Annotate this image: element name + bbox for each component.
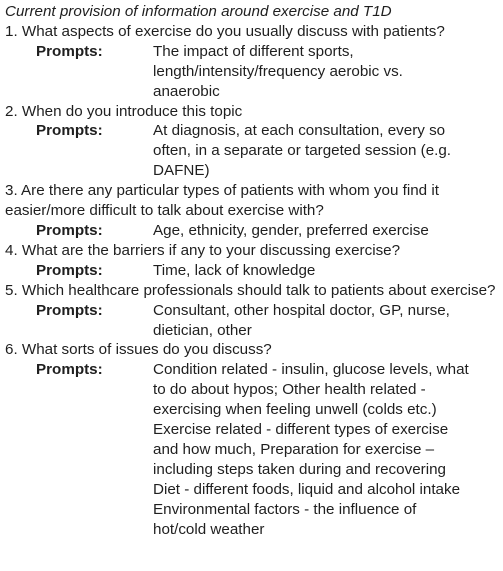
question-block-4 xyxy=(5,241,503,281)
prompt-line: length/intensity/frequency aerobic vs. xyxy=(153,62,403,80)
prompt-line: to do about hypos; Other health related - xyxy=(153,381,426,399)
question-text: 3. Are there any particular types of patients with whom you find it xyxy=(5,182,439,200)
question-block-1 xyxy=(5,22,503,102)
question-block-2 xyxy=(5,102,503,182)
question-block-3 xyxy=(5,181,503,241)
prompt-line: dietician, other xyxy=(153,321,252,339)
prompt-label: Prompts: xyxy=(36,261,103,279)
prompt-text xyxy=(153,221,501,241)
question-text: 5. Which healthcare professionals should talk to patients about exercise? xyxy=(5,281,496,299)
prompt-row xyxy=(5,360,503,539)
prompt-line: Age, ethnicity, gender, preferred exercise xyxy=(153,221,429,239)
prompt-label: Prompts: xyxy=(36,221,103,239)
prompt-line: Exercise related - different types of exercise xyxy=(153,421,449,439)
prompt-label: Prompts: xyxy=(36,361,103,379)
prompt-row xyxy=(5,261,503,281)
question-block-5 xyxy=(5,281,503,341)
question-text: easier/more difficult to talk about exercise with? xyxy=(5,202,324,220)
question-block-6 xyxy=(5,340,503,539)
prompt-line: often, in a separate or targeted session (e.g. xyxy=(153,142,452,160)
prompt-row xyxy=(5,221,503,241)
prompt-line: Environmental factors - the influence of xyxy=(153,500,417,518)
prompt-line: including steps taken during and recovering xyxy=(153,460,446,478)
prompt-line: Consultant, other hospital doctor, GP, nurse, xyxy=(153,301,450,319)
prompt-line: Diet - different foods, liquid and alcohol intake xyxy=(153,480,461,498)
question-text: 6. What sorts of issues do you discuss? xyxy=(5,341,272,359)
prompt-row xyxy=(5,301,503,341)
prompt-row xyxy=(5,121,503,181)
question-text: 2. When do you introduce this topic xyxy=(5,102,243,120)
prompt-text xyxy=(153,360,501,539)
prompt-line: hot/cold weather xyxy=(153,520,265,538)
prompt-line: At diagnosis, at each consultation, every so xyxy=(153,122,446,140)
prompt-text xyxy=(153,261,501,281)
prompt-text xyxy=(153,301,501,341)
prompt-line: Condition related - insulin, glucose levels, what xyxy=(153,361,469,379)
prompt-row xyxy=(5,42,503,102)
prompt-line: The impact of different sports, xyxy=(153,42,354,60)
prompt-line: DAFNE) xyxy=(153,162,210,180)
prompt-line: and how much, Preparation for exercise – xyxy=(153,440,435,458)
prompt-line: Time, lack of knowledge xyxy=(153,261,316,279)
prompt-label: Prompts: xyxy=(36,122,103,140)
prompt-line: anaerobic xyxy=(153,82,220,100)
prompt-label: Prompts: xyxy=(36,42,103,60)
prompt-label: Prompts: xyxy=(36,301,103,319)
prompt-text xyxy=(153,42,501,102)
question-text: 4. What are the barriers if any to your discussing exercise? xyxy=(5,241,401,259)
question-text: 1. What aspects of exercise do you usually discuss with patients? xyxy=(5,22,445,40)
section-heading: Current provision of information around exercise and T1D xyxy=(5,3,392,20)
prompt-line: exercising when feeling unwell (colds etc.) xyxy=(153,401,437,419)
prompt-text xyxy=(153,121,501,181)
